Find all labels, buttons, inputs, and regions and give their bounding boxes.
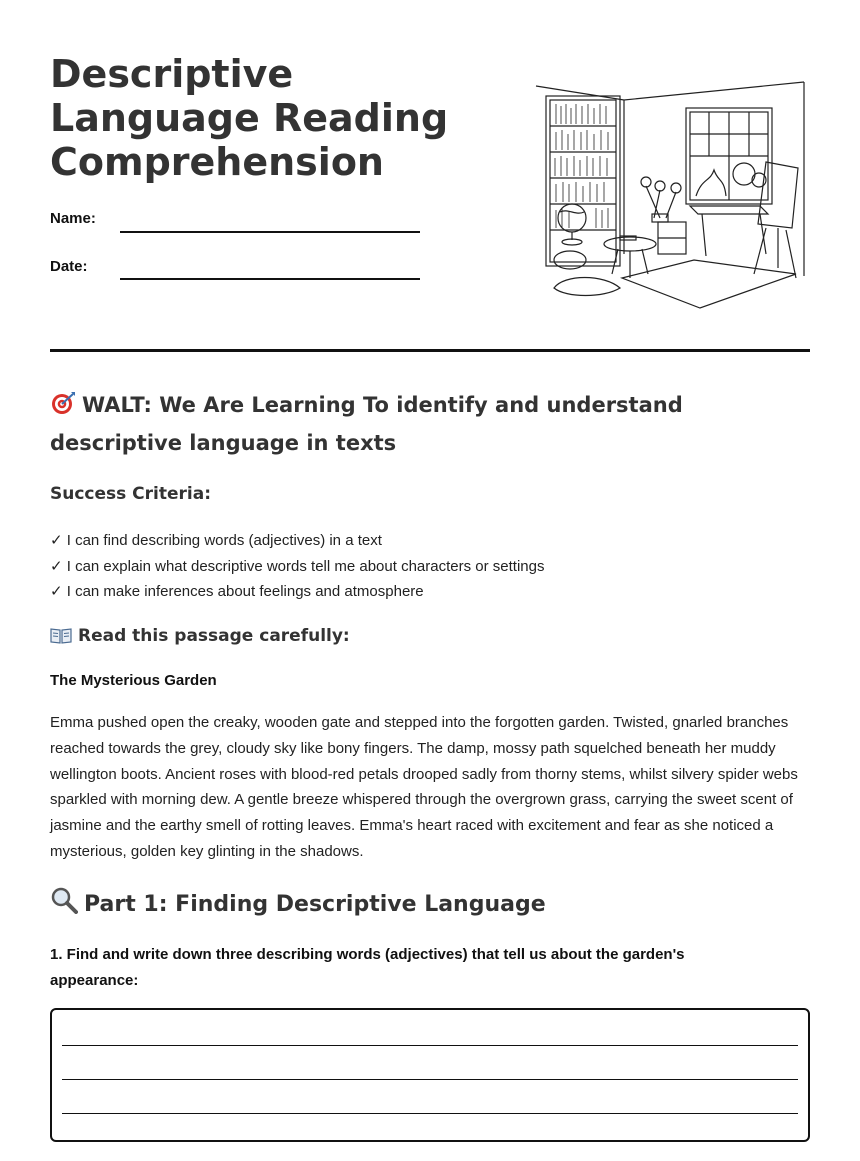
answer-line[interactable] <box>62 1079 798 1080</box>
reading-room-illustration <box>534 78 806 312</box>
walt-heading <box>50 386 810 462</box>
answer-line[interactable] <box>62 1045 798 1046</box>
worksheet-title: Descriptive Language Reading Comprehension <box>50 52 449 184</box>
date-field[interactable] <box>120 278 420 280</box>
success-criteria-heading: Success Criteria: <box>50 484 212 504</box>
walt-text: WALT: We Are Learning To identify and understand descriptive language in texts <box>50 393 683 455</box>
criteria-item: ✓ I can find describing words (adjectives) in a text <box>50 532 382 549</box>
criteria-item: ✓ I can make inferences about feelings and atmosphere <box>50 583 424 600</box>
worksheet-page <box>50 0 810 1161</box>
read-passage-heading-text: Read this passage carefully: <box>78 626 350 646</box>
magnifying-glass-icon <box>50 886 78 914</box>
read-passage-heading <box>50 626 350 646</box>
open-book-icon <box>50 626 72 644</box>
date-label: Date: <box>50 258 88 275</box>
part1-heading <box>50 886 546 917</box>
target-icon <box>50 391 76 415</box>
passage-text: Emma pushed open the creaky, wooden gate and stepped into the forgotten garden. Twisted, gnarled branches reached towards the grey, cloudy sky like bony fingers. The damp, mossy path squelched beneath her muddy wellington boots. Ancient roses with blood-red petals drooped sadly from thorny stems, whilst silvery spider webs sparkled with morning dew. A gentle breeze whispered through the overgrown grass, carrying the sweet scent of jasmine and the earthy smell of rotting leaves. Emma's heart raced with excitement and fear as she noticed a mysterious, golden key glinting in the shadows. <box>50 714 798 860</box>
part1-heading-text: Part 1: Finding Descriptive Language <box>84 892 546 917</box>
criteria-item: ✓ I can explain what descriptive words tell me about characters or settings <box>50 557 545 575</box>
answer-box[interactable] <box>50 1008 810 1142</box>
answer-line[interactable] <box>62 1113 798 1114</box>
success-criteria-list <box>50 528 544 605</box>
header-divider <box>50 349 810 352</box>
passage-title: The Mysterious Garden <box>50 672 217 689</box>
name-field[interactable] <box>120 231 420 233</box>
name-label: Name: <box>50 210 96 227</box>
question-1: 1. Find and write down three describing words (adjectives) that tell us about the garden's appearance: <box>50 946 685 989</box>
